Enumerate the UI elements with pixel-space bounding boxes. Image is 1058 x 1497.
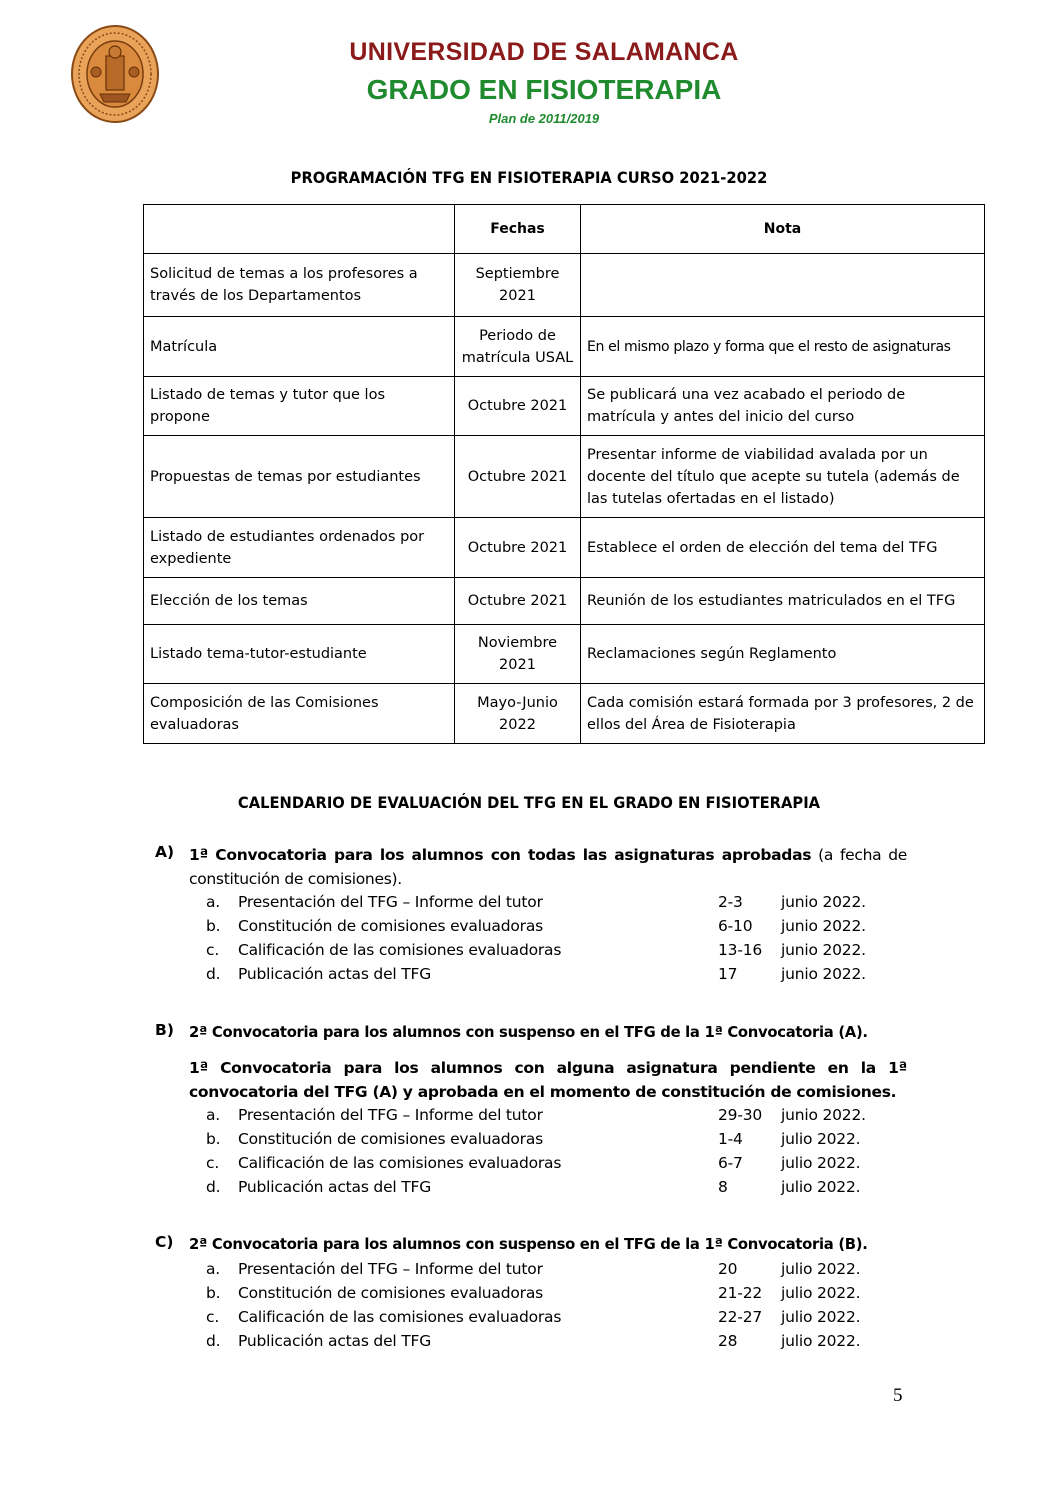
cell-fechas: Octubre 2021 bbox=[455, 578, 581, 625]
cell-nota bbox=[581, 254, 985, 317]
cell-nota: Presentar informe de viabilidad avalada por un docente del título que acepte su tutela (además de las tutelas ofertadas en el listado) bbox=[581, 436, 985, 518]
table-row bbox=[144, 436, 985, 518]
cell-actividad: Listado tema-tutor-estudiante bbox=[144, 625, 455, 684]
table-row bbox=[144, 578, 985, 625]
table-row bbox=[144, 377, 985, 436]
table-row bbox=[144, 518, 985, 578]
table-row bbox=[144, 625, 985, 684]
cell-actividad: Listado de temas y tutor que los propone bbox=[144, 377, 455, 436]
section-letter-b: B) bbox=[155, 1021, 174, 1039]
section-c-heading: 2ª Convocatoria para los alumnos con suspenso en el TFG de la 1ª Convocatoria (B). bbox=[189, 1236, 868, 1253]
table-row bbox=[144, 254, 985, 317]
section-letter-c: C) bbox=[155, 1233, 174, 1251]
calendario-title: CALENDARIO DE EVALUACIÓN DEL TFG EN EL GRADO EN FISIOTERAPIA bbox=[237, 793, 821, 812]
cell-nota: Reunión de los estudiantes matriculados en el TFG bbox=[581, 578, 985, 625]
cell-actividad: Matrícula bbox=[144, 317, 455, 377]
cell-fechas: Noviembre 2021 bbox=[455, 625, 581, 684]
section-b-heading-2: 1ª Convocatoria para los alumnos con alguna asignatura pendiente en la 1ª convocatoria del TFG (A) y aprobada en el momento de constitución de comisiones. bbox=[189, 1059, 907, 1101]
list-item: c. Calificación de las comisiones evaluadoras 13-16 junio 2022. bbox=[206, 941, 866, 959]
cell-actividad: Elección de los temas bbox=[144, 578, 455, 625]
cell-actividad: Propuestas de temas por estudiantes bbox=[144, 436, 455, 518]
cell-fechas: Octubre 2021 bbox=[455, 518, 581, 578]
cell-fechas: Octubre 2021 bbox=[455, 436, 581, 518]
cell-nota: Establece el orden de elección del tema del TFG bbox=[581, 518, 985, 578]
list-item: a. Presentación del TFG – Informe del tutor 20 julio 2022. bbox=[206, 1260, 861, 1278]
cell-fechas: Octubre 2021 bbox=[455, 377, 581, 436]
cell-actividad: Solicitud de temas a los profesores a través de los Departamentos bbox=[144, 254, 455, 317]
section-a-heading-bold: 1ª Convocatoria para los alumnos con todas las asignaturas aprobadas bbox=[189, 846, 812, 864]
list-item: a. Presentación del TFG – Informe del tutor 2-3 junio 2022. bbox=[206, 893, 866, 911]
cell-actividad: Listado de estudiantes ordenados por expediente bbox=[144, 518, 455, 578]
cell-actividad: Composición de las Comisiones evaluadoras bbox=[144, 684, 455, 744]
column-header-actividad bbox=[144, 205, 455, 254]
table-header-row bbox=[144, 205, 985, 254]
list-item: c. Calificación de las comisiones evaluadoras 6-7 julio 2022. bbox=[206, 1154, 861, 1172]
cell-fechas: Septiembre 2021 bbox=[455, 254, 581, 317]
list-item: b. Constitución de comisiones evaluadoras 1-4 julio 2022. bbox=[206, 1130, 861, 1148]
list-item: c. Calificación de las comisiones evaluadoras 22-27 julio 2022. bbox=[206, 1308, 861, 1326]
programacion-table bbox=[143, 204, 985, 744]
page-number: 5 bbox=[893, 1385, 903, 1406]
list-item: b. Constitución de comisiones evaluadoras 21-22 julio 2022. bbox=[206, 1284, 861, 1302]
section-b-heading-1: 2ª Convocatoria para los alumnos con suspenso en el TFG de la 1ª Convocatoria (A). bbox=[189, 1024, 868, 1041]
programacion-title: PROGRAMACIÓN TFG EN FISIOTERAPIA CURSO 2021-2022 bbox=[290, 168, 768, 187]
column-header-nota: Nota bbox=[581, 205, 985, 254]
cell-fechas: Mayo-Junio 2022 bbox=[455, 684, 581, 744]
section-a-heading-normal: (a fecha de constitución de comisiones). bbox=[189, 846, 907, 888]
section-a-heading bbox=[189, 843, 907, 891]
list-item: d. Publicación actas del TFG 28 julio 2022. bbox=[206, 1332, 861, 1350]
cell-nota: Se publicará una vez acabado el periodo de matrícula y antes del inicio del curso bbox=[581, 377, 985, 436]
cell-nota: Reclamaciones según Reglamento bbox=[581, 625, 985, 684]
degree-name: GRADO EN FISIOTERAPIA bbox=[366, 74, 722, 105]
list-item: d. Publicación actas del TFG 17 junio 2022. bbox=[206, 965, 866, 983]
list-item: d. Publicación actas del TFG 8 julio 2022. bbox=[206, 1178, 861, 1196]
table-row bbox=[144, 684, 985, 744]
section-letter-a: A) bbox=[155, 843, 175, 861]
cell-fechas: Periodo de matrícula USAL bbox=[455, 317, 581, 377]
cell-nota: Cada comisión estará formada por 3 profesores, 2 de ellos del Área de Fisioterapia bbox=[581, 684, 985, 744]
table-row bbox=[144, 317, 985, 377]
plan-label: Plan de 2011/2019 bbox=[488, 111, 600, 126]
column-header-fechas: Fechas bbox=[455, 205, 581, 254]
university-name: UNIVERSIDAD DE SALAMANCA bbox=[349, 38, 739, 66]
cell-nota: En el mismo plazo y forma que el resto de asignaturas bbox=[587, 338, 951, 355]
list-item: a. Presentación del TFG – Informe del tutor 29-30 junio 2022. bbox=[206, 1106, 866, 1124]
list-item: b. Constitución de comisiones evaluadoras 6-10 junio 2022. bbox=[206, 917, 866, 935]
